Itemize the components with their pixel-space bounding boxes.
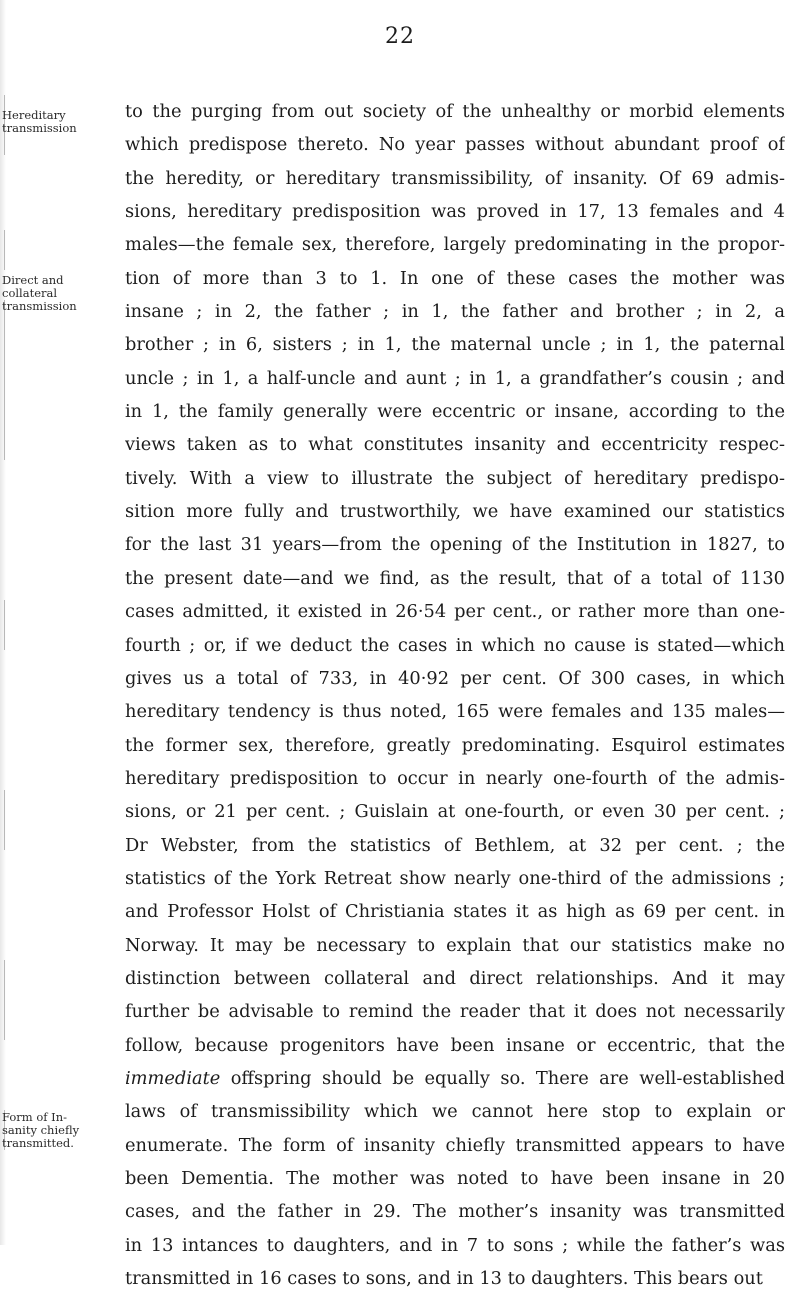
text-line: gives us a total of 733, in 40·92 per cent. Of 300 cases, in which: [125, 667, 785, 689]
text-line: laws of transmissibility which we cannot here stop to explain or: [125, 1101, 785, 1123]
text-line: sions, hereditary predisposition was proved in 17, 13 females and 4: [125, 201, 785, 223]
text-line: in 13 intances to daughters, and in 7 to sons ; while the father’s was: [125, 1234, 785, 1256]
text-line: in 1, the family generally were eccentric or insane, according to the: [125, 401, 785, 423]
text-line: the former sex, therefore, greatly predominating. Esquirol estimates: [125, 734, 785, 756]
page-number: 22: [385, 24, 415, 49]
text-line: sions, or 21 per cent. ; Guislain at one-fourth, or even 30 per cent. ;: [125, 801, 785, 823]
text-line: transmitted in 16 cases to sons, and in 13 to daughters. This bears out: [125, 1268, 763, 1290]
text-line: the heredity, or hereditary transmissibility, of insanity. Of 69 admis-: [125, 167, 785, 189]
text-line: hereditary tendency is thus noted, 165 were females and 135 males—: [125, 701, 785, 723]
text-line: uncle ; in 1, a half-uncle and aunt ; in 1, a grandfather’s cousin ; and: [125, 367, 785, 389]
text-line: brother ; in 6, sisters ; in 1, the maternal uncle ; in 1, the paternal: [125, 334, 785, 356]
sidenote-line: transmission: [2, 299, 77, 313]
text-line: further be advisable to remind the reader that it does not necessarily: [125, 1001, 785, 1023]
sidenote-line: transmission: [2, 121, 77, 135]
text-line: the present date—and we find, as the result, that of a total of 1130: [125, 567, 785, 589]
text-line: and Professor Holst of Christiania states it as high as 69 per cent. in: [125, 901, 785, 923]
text-line: males—the female sex, therefore, largely predominating in the propor-: [125, 234, 785, 256]
sidenote-line: Hereditary: [2, 108, 66, 122]
text-line: fourth ; or, if we deduct the cases in which no cause is stated—which: [125, 634, 785, 656]
text-line: which predispose thereto. No year passes without abundant proof of: [125, 134, 785, 156]
emphasis-word: immediate: [125, 1067, 221, 1089]
text-line: follow, because progenitors have been insane or eccentric, that the: [125, 1034, 785, 1056]
sidenote-hereditary-transmission: [2, 109, 120, 135]
text-line: immediate offspring should be equally so. There are well-established: [125, 1067, 785, 1089]
text-line: insane ; in 2, the father ; in 1, the father and brother ; in 2, a: [125, 301, 785, 323]
text-line: been Dementia. The mother was noted to have been insane in 20: [125, 1168, 785, 1189]
sidenote-direct-collateral-transmission: [2, 274, 120, 313]
text-line: cases admitted, it existed in 26·54 per cent., or rather more than one-: [125, 601, 785, 623]
text-line: cases, and the father in 29. The mother’s insanity was transmitted: [125, 1201, 785, 1223]
sidenote-line: Form of In-: [2, 1110, 68, 1124]
sidenote-line: Direct and: [2, 273, 64, 287]
sidenote-line: transmitted.: [2, 1136, 74, 1150]
text-line: sition more fully and trustworthily, we have examined our statistics: [125, 501, 785, 523]
text-line: for the last 31 years—from the opening of the Institution in 1827, to: [125, 534, 785, 556]
text-line: enumerate. The form of insanity chiefly transmitted appears to have: [125, 1134, 785, 1156]
text-line: Norway. It may be necessary to explain that our statistics make no: [125, 934, 785, 956]
text-line: statistics of the York Retreat show nearly one-third of the admissions ;: [125, 867, 785, 889]
sidenote-line: collateral: [2, 286, 58, 300]
text-line: tion of more than 3 to 1. In one of these cases the mother was: [125, 267, 785, 289]
sidenote-form-of-insanity: [2, 1111, 120, 1150]
text-line: tively. With a view to illustrate the subject of hereditary predispo-: [125, 467, 785, 489]
text-line: views taken as to what constitutes insanity and eccentricity respec-: [125, 434, 785, 456]
text-line: hereditary predisposition to occur in nearly one-fourth of the admis-: [125, 767, 785, 789]
body-text: [125, 95, 785, 1295]
text-line: to the purging from out society of the unhealthy or morbid elements: [125, 101, 785, 122]
sidenote-line: sanity chiefly: [2, 1123, 80, 1137]
margin-ink-marks: [0, 0, 30, 1245]
text-line: Dr Webster, from the statistics of Bethlem, at 32 per cent. ; the: [125, 834, 785, 856]
text-line: distinction between collateral and direct relationships. And it may: [125, 967, 785, 989]
